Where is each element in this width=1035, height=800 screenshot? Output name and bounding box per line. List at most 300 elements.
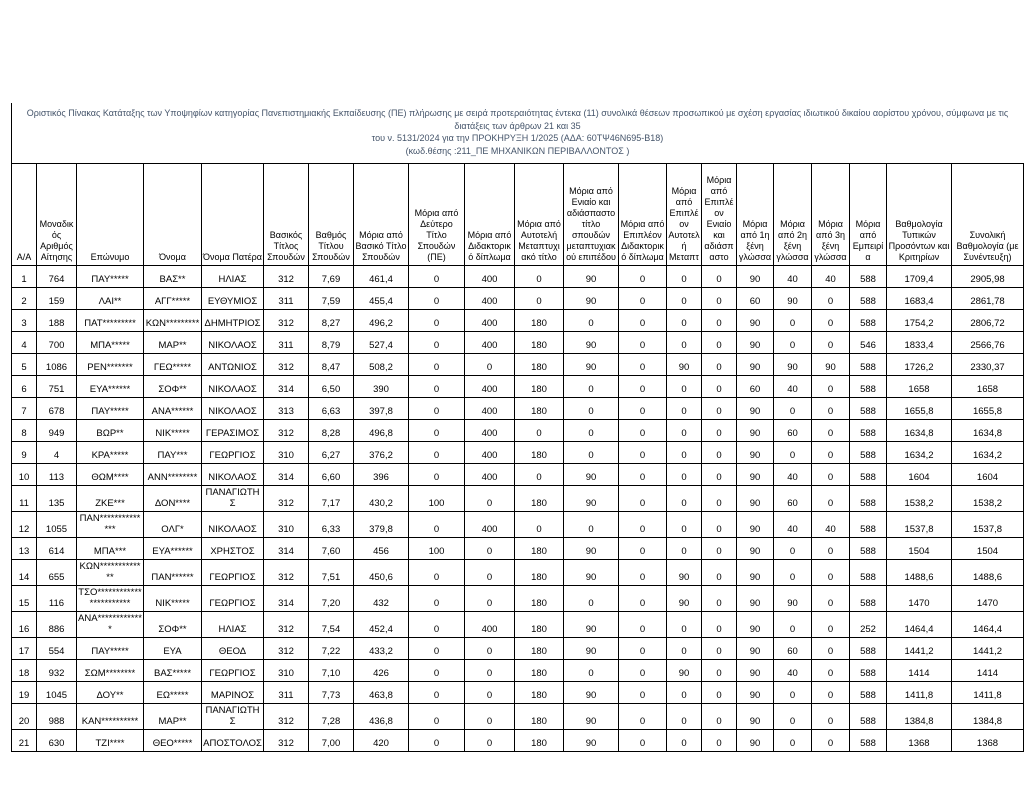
cell-col21: 1368 (952, 730, 1024, 752)
cell-col4: ΝΙΚ***** (144, 586, 202, 612)
cell-col10: 400 (465, 376, 515, 398)
cell-col5: ΝΙΚΟΛΑΟΣ (202, 332, 264, 354)
cell-col19: 588 (850, 560, 887, 586)
cell-col8: 436,8 (354, 704, 409, 730)
cell-col7: 8,79 (309, 332, 354, 354)
cell-col4: ΜΑΡ** (144, 704, 202, 730)
cell-col8: 456 (354, 538, 409, 560)
cell-col6: 313 (264, 398, 309, 420)
cell-col11: 0 (515, 266, 564, 288)
cell-col9: 0 (409, 420, 465, 442)
cell-col10: 0 (465, 586, 515, 612)
cell-col3: ΚΡΑ***** (77, 442, 144, 464)
cell-col2: 116 (37, 586, 77, 612)
cell-col1: 17 (12, 638, 37, 660)
cell-col7: 6,27 (309, 442, 354, 464)
column-header-4: Όνομα (144, 164, 202, 266)
cell-col16: 90 (737, 586, 774, 612)
cell-col12: 90 (564, 486, 619, 512)
cell-col18: 0 (812, 420, 850, 442)
cell-col4: ΟΛΓ* (144, 512, 202, 538)
cell-col17: 0 (774, 442, 812, 464)
cell-col10: 0 (465, 638, 515, 660)
table-row (12, 420, 1024, 442)
cell-col21: 1538,2 (952, 486, 1024, 512)
cell-col10: 400 (465, 332, 515, 354)
cell-col14: 0 (667, 420, 702, 442)
table-row (12, 486, 1024, 512)
column-header-10: Μόρια από Διδακτορικό δίπλωμα (465, 164, 515, 266)
cell-col19: 588 (850, 464, 887, 486)
cell-col17: 0 (774, 560, 812, 586)
cell-col13: 0 (619, 560, 667, 586)
table-row (12, 538, 1024, 560)
cell-col13: 0 (619, 420, 667, 442)
cell-col15: 0 (702, 560, 737, 586)
cell-col8: 396 (354, 464, 409, 486)
cell-col8: 432 (354, 586, 409, 612)
cell-col4: ΣΟΦ** (144, 612, 202, 638)
cell-col21: 1537,8 (952, 512, 1024, 538)
cell-col1: 9 (12, 442, 37, 464)
cell-col1: 7 (12, 398, 37, 420)
ranking-table-head (12, 164, 1024, 266)
cell-col17: 0 (774, 682, 812, 704)
cell-col20: 1726,2 (887, 354, 952, 376)
cell-col2: 135 (37, 486, 77, 512)
cell-col4: ΔΟΝ**** (144, 486, 202, 512)
table-row (12, 638, 1024, 660)
cell-col11: 180 (515, 538, 564, 560)
cell-col9: 0 (409, 288, 465, 310)
cell-col21: 1655,8 (952, 398, 1024, 420)
cell-col1: 4 (12, 332, 37, 354)
cell-col10: 0 (465, 354, 515, 376)
cell-col9: 0 (409, 586, 465, 612)
cell-col21: 1604 (952, 464, 1024, 486)
cell-col21: 2806,72 (952, 310, 1024, 332)
cell-col15: 0 (702, 538, 737, 560)
cell-col14: 0 (667, 376, 702, 398)
column-header-9: Μόρια από Δεύτερο Τίτλο Σπουδών (ΠΕ) (409, 164, 465, 266)
cell-col7: 7,20 (309, 586, 354, 612)
cell-col18: 0 (812, 332, 850, 354)
cell-col1: 16 (12, 612, 37, 638)
cell-col2: 4 (37, 442, 77, 464)
cell-col4: ΠΑΥ*** (144, 442, 202, 464)
cell-col4: ΑΝΝ******** (144, 464, 202, 486)
cell-col12: 0 (564, 660, 619, 682)
cell-col7: 6,63 (309, 398, 354, 420)
cell-col16: 60 (737, 376, 774, 398)
cell-col11: 180 (515, 442, 564, 464)
cell-col15: 0 (702, 420, 737, 442)
cell-col10: 0 (465, 660, 515, 682)
cell-col15: 0 (702, 660, 737, 682)
cell-col3: ΔΟΥ** (77, 682, 144, 704)
cell-col13: 0 (619, 376, 667, 398)
cell-col19: 546 (850, 332, 887, 354)
cell-col11: 180 (515, 660, 564, 682)
cell-col17: 0 (774, 730, 812, 752)
cell-col2: 678 (37, 398, 77, 420)
cell-col1: 2 (12, 288, 37, 310)
cell-col17: 60 (774, 486, 812, 512)
cell-col13: 0 (619, 288, 667, 310)
cell-col11: 180 (515, 332, 564, 354)
cell-col13: 0 (619, 464, 667, 486)
document-title-line2: του ν. 5131/2024 για την ΠΡΟΚΗΡΥΞΗ 1/2025 (ΑΔΑ: 60ΤΨ46Ν695-Β18) (371, 133, 664, 143)
cell-col12: 0 (564, 310, 619, 332)
cell-col14: 0 (667, 730, 702, 752)
cell-col3: ΖΚΕ*** (77, 486, 144, 512)
cell-col2: 159 (37, 288, 77, 310)
cell-col4: ΓΕΩ***** (144, 354, 202, 376)
cell-col8: 508,2 (354, 354, 409, 376)
cell-col9: 0 (409, 704, 465, 730)
cell-col9: 0 (409, 612, 465, 638)
cell-col9: 0 (409, 266, 465, 288)
cell-col5: ΓΕΩΡΓΙΟΣ (202, 586, 264, 612)
cell-col20: 1604 (887, 464, 952, 486)
ranking-table-body (12, 266, 1024, 752)
cell-col6: 311 (264, 332, 309, 354)
cell-col17: 0 (774, 398, 812, 420)
cell-col13: 0 (619, 682, 667, 704)
cell-col8: 452,4 (354, 612, 409, 638)
cell-col4: ΒΑΣ***** (144, 660, 202, 682)
table-row (12, 730, 1024, 752)
cell-col18: 0 (812, 730, 850, 752)
cell-col17: 90 (774, 288, 812, 310)
cell-col7: 7,51 (309, 560, 354, 586)
cell-col19: 588 (850, 682, 887, 704)
cell-col7: 8,27 (309, 310, 354, 332)
cell-col14: 0 (667, 332, 702, 354)
cell-col1: 10 (12, 464, 37, 486)
cell-col10: 400 (465, 442, 515, 464)
cell-col12: 0 (564, 586, 619, 612)
cell-col17: 0 (774, 538, 812, 560)
cell-col5: ΝΙΚΟΛΑΟΣ (202, 512, 264, 538)
cell-col8: 527,4 (354, 332, 409, 354)
cell-col19: 588 (850, 512, 887, 538)
cell-col1: 5 (12, 354, 37, 376)
cell-col7: 6,50 (309, 376, 354, 398)
cell-col12: 90 (564, 638, 619, 660)
cell-col4: ΠΑΝ****** (144, 560, 202, 586)
table-row (12, 612, 1024, 638)
cell-col20: 1683,4 (887, 288, 952, 310)
cell-col14: 0 (667, 442, 702, 464)
cell-col10: 0 (465, 730, 515, 752)
cell-col8: 376,2 (354, 442, 409, 464)
column-header-21: Συνολική Βαθμολογία (με Συνέντευξη) (952, 164, 1024, 266)
cell-col1: 19 (12, 682, 37, 704)
cell-col13: 0 (619, 730, 667, 752)
cell-col2: 932 (37, 660, 77, 682)
cell-col6: 311 (264, 682, 309, 704)
cell-col19: 588 (850, 538, 887, 560)
cell-col1: 1 (12, 266, 37, 288)
cell-col8: 461,4 (354, 266, 409, 288)
cell-col9: 0 (409, 376, 465, 398)
cell-col16: 90 (737, 332, 774, 354)
cell-col15: 0 (702, 310, 737, 332)
cell-col14: 0 (667, 512, 702, 538)
cell-col6: 311 (264, 288, 309, 310)
cell-col7: 7,73 (309, 682, 354, 704)
cell-col17: 40 (774, 266, 812, 288)
cell-col21: 1441,2 (952, 638, 1024, 660)
cell-col5: ΝΙΚΟΛΑΟΣ (202, 376, 264, 398)
cell-col10: 400 (465, 420, 515, 442)
cell-col12: 90 (564, 332, 619, 354)
cell-col20: 1634,8 (887, 420, 952, 442)
cell-col4: ΒΑΣ** (144, 266, 202, 288)
cell-col9: 0 (409, 660, 465, 682)
table-row (12, 354, 1024, 376)
cell-col18: 90 (812, 354, 850, 376)
table-row (12, 660, 1024, 682)
cell-col1: 12 (12, 512, 37, 538)
table-row (12, 266, 1024, 288)
column-header-18: Μόρια από 3η ξένη γλώσσα (812, 164, 850, 266)
cell-col12: 90 (564, 704, 619, 730)
cell-col3: ΕΥΑ****** (77, 376, 144, 398)
cell-col15: 0 (702, 612, 737, 638)
cell-col4: ΚΩΝ********* (144, 310, 202, 332)
cell-col8: 430,2 (354, 486, 409, 512)
cell-col5: ΝΙΚΟΛΑΟΣ (202, 398, 264, 420)
cell-col10: 0 (465, 538, 515, 560)
cell-col5: ΔΗΜΗΤΡΙΟΣ (202, 310, 264, 332)
cell-col17: 40 (774, 464, 812, 486)
cell-col17: 40 (774, 512, 812, 538)
cell-col20: 1470 (887, 586, 952, 612)
cell-col18: 0 (812, 442, 850, 464)
cell-col11: 0 (515, 288, 564, 310)
cell-col9: 0 (409, 398, 465, 420)
cell-col1: 20 (12, 704, 37, 730)
column-header-12: Μόρια από Ενιαίο και αδιάσπαστο τίτλο σπουδών μεταπτυχιακού επιπέδου (564, 164, 619, 266)
cell-col12: 90 (564, 730, 619, 752)
cell-col9: 0 (409, 730, 465, 752)
cell-col18: 0 (812, 660, 850, 682)
table-row (12, 464, 1024, 486)
cell-col11: 180 (515, 376, 564, 398)
cell-col14: 0 (667, 486, 702, 512)
cell-col4: ΕΥΑ****** (144, 538, 202, 560)
table-row (12, 310, 1024, 332)
cell-col11: 180 (515, 682, 564, 704)
cell-col4: ΕΩ***** (144, 682, 202, 704)
cell-col15: 0 (702, 354, 737, 376)
cell-col18: 0 (812, 612, 850, 638)
cell-col15: 0 (702, 486, 737, 512)
cell-col11: 0 (515, 464, 564, 486)
document-title-block (11, 103, 1023, 163)
cell-col1: 11 (12, 486, 37, 512)
cell-col2: 886 (37, 612, 77, 638)
cell-col14: 90 (667, 560, 702, 586)
cell-col12: 90 (564, 560, 619, 586)
cell-col16: 90 (737, 420, 774, 442)
cell-col21: 1504 (952, 538, 1024, 560)
cell-col14: 0 (667, 266, 702, 288)
cell-col3: ΒΩΡ** (77, 420, 144, 442)
cell-col2: 554 (37, 638, 77, 660)
table-row (12, 376, 1024, 398)
cell-col20: 1658 (887, 376, 952, 398)
cell-col20: 1754,2 (887, 310, 952, 332)
cell-col3: ΠΑΝ************** (77, 512, 144, 538)
cell-col16: 90 (737, 398, 774, 420)
cell-col17: 0 (774, 704, 812, 730)
cell-col20: 1537,8 (887, 512, 952, 538)
cell-col5: ΕΥΘΥΜΙΟΣ (202, 288, 264, 310)
cell-col9: 0 (409, 512, 465, 538)
cell-col1: 14 (12, 560, 37, 586)
cell-col2: 614 (37, 538, 77, 560)
cell-col16: 90 (737, 682, 774, 704)
document-content (11, 103, 1023, 752)
cell-col15: 0 (702, 376, 737, 398)
cell-col12: 0 (564, 442, 619, 464)
cell-col10: 400 (465, 398, 515, 420)
cell-col6: 312 (264, 420, 309, 442)
cell-col16: 90 (737, 538, 774, 560)
cell-col3: ΠΑΥ***** (77, 266, 144, 288)
cell-col8: 426 (354, 660, 409, 682)
cell-col18: 0 (812, 310, 850, 332)
cell-col19: 588 (850, 486, 887, 512)
cell-col11: 180 (515, 354, 564, 376)
cell-col9: 100 (409, 538, 465, 560)
cell-col6: 314 (264, 538, 309, 560)
cell-col3: ΠΑΥ***** (77, 398, 144, 420)
cell-col2: 949 (37, 420, 77, 442)
cell-col15: 0 (702, 288, 737, 310)
cell-col13: 0 (619, 638, 667, 660)
cell-col15: 0 (702, 266, 737, 288)
cell-col12: 0 (564, 376, 619, 398)
cell-col11: 180 (515, 560, 564, 586)
column-header-17: Μόρια από 2η ξένη γλώσσα (774, 164, 812, 266)
cell-col13: 0 (619, 660, 667, 682)
cell-col19: 588 (850, 310, 887, 332)
cell-col17: 0 (774, 612, 812, 638)
cell-col13: 0 (619, 512, 667, 538)
cell-col3: ΠΑΥ***** (77, 638, 144, 660)
cell-col2: 764 (37, 266, 77, 288)
cell-col10: 0 (465, 486, 515, 512)
cell-col13: 0 (619, 612, 667, 638)
column-header-20: Βαθμολογία Τυπικών Προσόντων και Κριτηρίων (887, 164, 952, 266)
cell-col10: 400 (465, 310, 515, 332)
cell-col16: 90 (737, 612, 774, 638)
cell-col5: ΜΑΡΙΝΟΣ (202, 682, 264, 704)
cell-col14: 90 (667, 354, 702, 376)
cell-col18: 0 (812, 560, 850, 586)
column-header-5: Όνομα Πατέρα (202, 164, 264, 266)
cell-col17: 60 (774, 420, 812, 442)
cell-col13: 0 (619, 442, 667, 464)
column-header-14: Μόρια από Επιπλέον Αυτοτελή Μεταπτ (667, 164, 702, 266)
cell-col21: 1470 (952, 586, 1024, 612)
cell-col3: ΠΑΤ********* (77, 310, 144, 332)
cell-col16: 90 (737, 730, 774, 752)
cell-col14: 90 (667, 586, 702, 612)
cell-col10: 0 (465, 682, 515, 704)
cell-col7: 7,28 (309, 704, 354, 730)
cell-col6: 314 (264, 586, 309, 612)
cell-col19: 588 (850, 442, 887, 464)
cell-col6: 310 (264, 660, 309, 682)
cell-col6: 312 (264, 704, 309, 730)
column-header-7: Βαθμός Τίτλου Σπουδών (309, 164, 354, 266)
cell-col8: 455,4 (354, 288, 409, 310)
cell-col13: 0 (619, 538, 667, 560)
cell-col8: 397,8 (354, 398, 409, 420)
cell-col6: 310 (264, 512, 309, 538)
cell-col11: 180 (515, 704, 564, 730)
cell-col17: 90 (774, 586, 812, 612)
document-title-line3: (κωδ.θέσης :211_ΠΕ ΜΗΧΑΝΙΚΩΝ ΠΕΡΙΒΑΛΛΟΝΤΟΣ ) (405, 145, 630, 156)
column-header-2: Μοναδικός Αριθμός Αίτησης (37, 164, 77, 266)
cell-col18: 40 (812, 266, 850, 288)
cell-col15: 0 (702, 442, 737, 464)
cell-col9: 100 (409, 486, 465, 512)
cell-col19: 588 (850, 354, 887, 376)
cell-col19: 588 (850, 704, 887, 730)
cell-col3: ΚΑΝ********** (77, 704, 144, 730)
cell-col21: 1634,8 (952, 420, 1024, 442)
cell-col1: 8 (12, 420, 37, 442)
cell-col10: 400 (465, 464, 515, 486)
cell-col2: 700 (37, 332, 77, 354)
cell-col7: 8,28 (309, 420, 354, 442)
cell-col17: 40 (774, 376, 812, 398)
cell-col20: 1504 (887, 538, 952, 560)
cell-col5: ΝΙΚΟΛΑΟΣ (202, 464, 264, 486)
cell-col15: 0 (702, 332, 737, 354)
cell-col16: 90 (737, 512, 774, 538)
column-header-15: Μόρια από Επιπλέον Ενιαίο και αδιάσπαστο (702, 164, 737, 266)
cell-col9: 0 (409, 560, 465, 586)
cell-col1: 6 (12, 376, 37, 398)
cell-col20: 1833,4 (887, 332, 952, 354)
cell-col20: 1414 (887, 660, 952, 682)
cell-col21: 1488,6 (952, 560, 1024, 586)
cell-col21: 1658 (952, 376, 1024, 398)
cell-col6: 312 (264, 486, 309, 512)
cell-col6: 312 (264, 730, 309, 752)
cell-col19: 588 (850, 398, 887, 420)
column-header-19: Μόρια από Εμπειρία (850, 164, 887, 266)
cell-col15: 0 (702, 704, 737, 730)
cell-col11: 180 (515, 398, 564, 420)
cell-col12: 0 (564, 512, 619, 538)
cell-col5: ΗΛΙΑΣ (202, 266, 264, 288)
table-row (12, 288, 1024, 310)
cell-col13: 0 (619, 332, 667, 354)
cell-col7: 7,69 (309, 266, 354, 288)
cell-col7: 7,60 (309, 538, 354, 560)
cell-col5: ΓΕΩΡΓΙΟΣ (202, 560, 264, 586)
column-header-8: Μόρια από Βασικό Τίτλο Σπουδών (354, 164, 409, 266)
table-row (12, 442, 1024, 464)
